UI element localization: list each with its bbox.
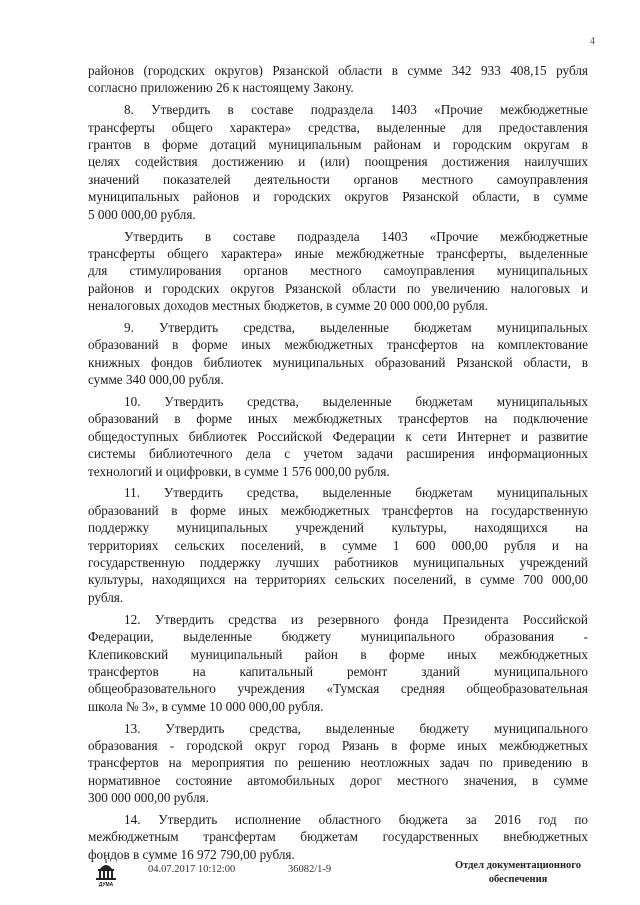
paragraph bbox=[88, 228, 588, 315]
paragraph-line: 8. Утвердить в составе подраздела 1403 «Прочие межбюджетные bbox=[124, 102, 588, 118]
logo-text: ДУМА bbox=[98, 882, 114, 887]
paragraph-line: Утвердить в составе подраздела 1403 «Прочие межбюджетные bbox=[124, 228, 588, 244]
duma-logo-icon bbox=[92, 857, 120, 887]
paragraph-line: культуры, находящихся на территориях сельских поселений, в сумме 700 000,00 bbox=[88, 572, 588, 588]
paragraph-line: технологий и оцифровки, в сумме 1 576 000,00 рубля. bbox=[88, 463, 390, 479]
document-body bbox=[88, 62, 588, 863]
paragraph-line: муниципальных районов и городских округов Рязанской области, в сумме bbox=[88, 189, 588, 205]
footer-department-line1: Отдел документационного bbox=[454, 860, 582, 871]
paragraph-line: общедоступных библиотек Российской Федерации к сети Интернет и развитие bbox=[88, 428, 588, 444]
paragraph-line: 11. Утвердить средства, выделенные бюджетам муниципальных bbox=[124, 485, 588, 501]
paragraph-line: системы библиотечного дела с учетом задачи расширения информационных bbox=[88, 446, 588, 462]
footer-department-line2: обеспечения bbox=[488, 874, 548, 885]
paragraph bbox=[88, 611, 588, 715]
paragraph-line: фондов в сумме 16 972 790,00 рубля. bbox=[88, 846, 295, 862]
paragraph-line: книжных фондов библиотек муниципальных образований Рязанской области, в bbox=[88, 354, 588, 370]
page-number: 4 bbox=[590, 36, 595, 47]
paragraph-line: территориях сельских поселений, в сумме 1 600 000,00 рубля и на bbox=[88, 537, 588, 553]
paragraph-line: районов (городских округов) Рязанской области в сумме 342 933 408,15 рубля bbox=[88, 63, 588, 78]
paragraph-line: неналоговых доходов местных бюджетов, в сумме 20 000 000,00 рубля. bbox=[88, 298, 488, 314]
paragraph bbox=[88, 720, 588, 807]
paragraph-line: школа № 3», в сумме 10 000 000,00 рубля. bbox=[88, 698, 324, 714]
paragraph-line: трансфертов на капитальный ремонт зданий муниципального bbox=[88, 663, 588, 679]
paragraph-line: для стимулирования органов местного самоуправления муниципальных bbox=[88, 263, 588, 279]
paragraph-line: трансфертов на мероприятия по решению неотложных задач по приведению в bbox=[88, 755, 588, 771]
paragraph-line: согласно приложению 26 к настоящему Закону. bbox=[88, 80, 354, 96]
paragraph-line: общеобразовательного учреждения «Тумская средняя общеобразовательная bbox=[88, 681, 588, 697]
paragraph-line: образований в форме иных межбюджетных трансфертов на государственную bbox=[88, 502, 588, 518]
page-footer bbox=[0, 855, 640, 895]
paragraph-line: значений показателей деятельности органов местного самоуправления bbox=[88, 171, 588, 187]
paragraph-line: 5 000 000,00 рубля. bbox=[88, 206, 196, 222]
paragraph-line: 300 000 000,00 рубля. bbox=[88, 790, 209, 806]
paragraph-line: 9. Утвердить средства, выделенные бюджетам муниципальных bbox=[124, 319, 588, 335]
paragraph-line: районов и городских округов Рязанской области по увеличению налоговых и bbox=[88, 280, 588, 296]
footer-datetime: 04.07.2017 10:12:00 bbox=[148, 864, 236, 875]
paragraph-line: грантов в форме дотаций муниципальным районам и городским округам в bbox=[88, 137, 588, 153]
paragraph-line: целях содействия достижению и (или) поощрения достижения наилучших bbox=[88, 154, 588, 170]
paragraph-line: 12. Утвердить средства из резервного фонда Президента Российской bbox=[124, 611, 588, 627]
paragraph-line: рубля. bbox=[88, 589, 124, 605]
paragraph-line: трансферты общего характера» иные межбюджетные трансферты, выделенные bbox=[88, 245, 588, 261]
paragraph bbox=[88, 62, 588, 97]
footer-department bbox=[448, 859, 588, 887]
paragraph bbox=[88, 393, 588, 480]
paragraph-line: сумме 340 000,00 рубля. bbox=[88, 372, 224, 388]
paragraph-line: 10. Утвердить средства, выделенные бюджетам муниципальных bbox=[124, 394, 588, 410]
paragraph-line: трансферты общего характера» средства, выделенные для предоставления bbox=[88, 119, 588, 135]
paragraph-line: Федерации, выделенные бюджету муниципального образования - bbox=[88, 629, 588, 645]
paragraph-line: поддержку муниципальных учреждений культуры, находящихся на bbox=[88, 520, 588, 536]
paragraph-line: образований в форме иных межбюджетных трансфертов на комплектование bbox=[88, 337, 588, 353]
paragraph-line: государственную поддержку лучших работников муниципальных учреждений bbox=[88, 555, 588, 571]
paragraph bbox=[88, 319, 588, 389]
paragraph-line: образования - городской округ город Рязань в форме иных межбюджетных bbox=[88, 737, 588, 753]
paragraph-line: 13. Утвердить средства, выделенные бюджету муниципального bbox=[124, 720, 588, 736]
paragraph bbox=[88, 484, 588, 606]
paragraph-line: 14. Утвердить исполнение областного бюджета за 2016 год по bbox=[124, 812, 588, 828]
paragraph-line: Клепиковский муниципальный район в форме иных межбюджетных bbox=[88, 646, 588, 662]
paragraph-line: образований в форме иных межбюджетных трансфертов на подключение bbox=[88, 411, 588, 427]
footer-doc-code: 36082/1-9 bbox=[288, 864, 332, 875]
paragraph bbox=[88, 101, 588, 223]
paragraph-line: нормативное состояние автомобильных дорог местного значения, в сумме bbox=[88, 772, 588, 788]
paragraph-line: межбюджетным трансфертам бюджетам государственных внебюджетных bbox=[88, 829, 588, 845]
